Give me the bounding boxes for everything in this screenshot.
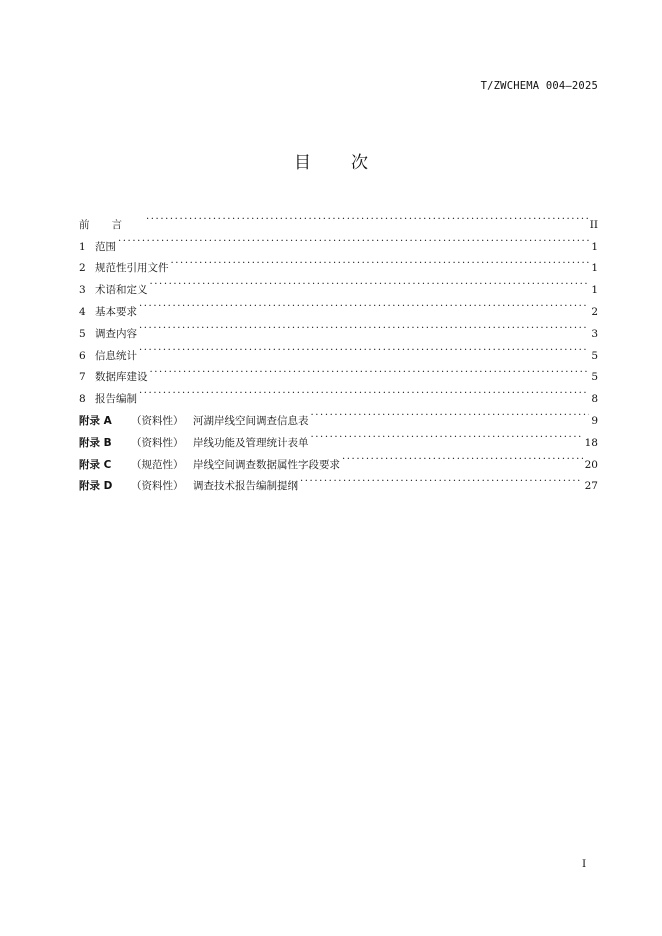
toc-entry-page: 9 xyxy=(591,414,598,427)
toc-appendix-number: 附录 C xyxy=(79,458,112,471)
toc-appendix-category: （资料性） xyxy=(131,436,184,449)
toc-leader-dots xyxy=(118,228,589,250)
toc-leader-dots xyxy=(139,380,589,402)
toc-entry-label: 调查技术报告编制提纲 xyxy=(193,480,298,493)
toc-entry-label: 信息统计 xyxy=(95,349,137,362)
toc-appendix-number: 附录 B xyxy=(79,436,112,449)
toc-entry-page: II xyxy=(589,218,598,231)
toc-leader-dots xyxy=(150,359,590,381)
toc-leader-dots xyxy=(146,206,588,228)
toc-entry-3[interactable] xyxy=(79,271,598,297)
toc-entry-label: 规范性引用文件 xyxy=(95,262,169,275)
toc-leader-dots xyxy=(171,250,590,272)
toc-entry-page: 1 xyxy=(591,262,598,275)
toc-entry-label: 报告编制 xyxy=(95,393,137,406)
toc-entry-label: 调查内容 xyxy=(95,327,137,340)
toc-entry-6[interactable] xyxy=(79,337,598,362)
toc-entry-number: 7 xyxy=(79,371,86,384)
toc-entry-label: 基本要求 xyxy=(95,305,137,318)
toc-entry-foreword[interactable] xyxy=(79,206,598,231)
toc-entry-page: 1 xyxy=(591,240,598,253)
toc-entry-page: 8 xyxy=(591,393,598,406)
toc-entry-page: 5 xyxy=(591,371,598,384)
toc-appendix-category: （资料性） xyxy=(131,414,184,427)
toc-appendix-category: （资料性） xyxy=(131,480,184,493)
toc-entry-1[interactable] xyxy=(79,228,598,253)
toc-entry-page: 20 xyxy=(584,458,598,471)
toc-appendix-category: （规范性） xyxy=(131,458,184,471)
page-title-char-1: 目 xyxy=(294,153,311,173)
toc-entry-page: 2 xyxy=(591,305,598,318)
toc-leader-dots xyxy=(300,468,583,490)
toc-entry-4[interactable] xyxy=(79,293,598,318)
toc-entry-page: 18 xyxy=(584,436,598,449)
toc-leader-dots xyxy=(311,424,583,446)
toc-entry-page: 5 xyxy=(591,349,598,362)
toc-entry-number: 4 xyxy=(79,305,86,318)
toc-entry-number: 2 xyxy=(79,262,86,275)
toc-entry-label: 前言 xyxy=(79,218,144,231)
toc-entry-number: 1 xyxy=(79,240,86,253)
toc-leader-dots xyxy=(139,337,589,359)
toc-entry-page: 27 xyxy=(584,480,598,493)
page-title-char-2: 次 xyxy=(351,153,368,173)
toc-entry-label: 术语和定义 xyxy=(95,284,148,297)
toc-leader-dots xyxy=(150,271,590,293)
toc-entry-label: 数据库建设 xyxy=(95,371,148,384)
toc-entry-2[interactable] xyxy=(79,250,598,275)
toc-entry-page: 1 xyxy=(591,284,598,297)
toc-entry-7[interactable] xyxy=(79,359,598,384)
toc-leader-dots xyxy=(139,293,589,315)
toc-entry-label: 河湖岸线空间调查信息表 xyxy=(193,414,309,427)
toc-appendix-a[interactable] xyxy=(79,402,598,427)
page-title xyxy=(0,148,662,173)
toc-entry-number: 3 xyxy=(79,284,86,297)
toc-appendix-number: 附录 A xyxy=(79,414,112,427)
toc-entry-number: 6 xyxy=(79,349,86,362)
toc-entry-label: 范围 xyxy=(95,240,116,253)
toc-entry-5[interactable] xyxy=(79,315,598,340)
toc-appendix-number: 附录 D xyxy=(79,480,113,493)
toc-entry-page: 3 xyxy=(591,327,598,340)
toc-entry-label: 岸线空间调查数据属性字段要求 xyxy=(193,458,340,471)
toc-leader-dots xyxy=(342,446,583,468)
table-of-contents xyxy=(79,206,598,493)
toc-leader-dots xyxy=(139,315,589,337)
toc-entry-number: 5 xyxy=(79,327,86,340)
toc-entry-8[interactable] xyxy=(79,380,598,406)
page-number: I xyxy=(582,858,587,870)
toc-leader-dots xyxy=(311,402,590,424)
toc-entry-number: 8 xyxy=(79,393,86,406)
document-code: T/ZWCHEMA 004—2025 xyxy=(480,80,598,92)
toc-entry-label: 岸线功能及管理统计表单 xyxy=(193,436,309,449)
